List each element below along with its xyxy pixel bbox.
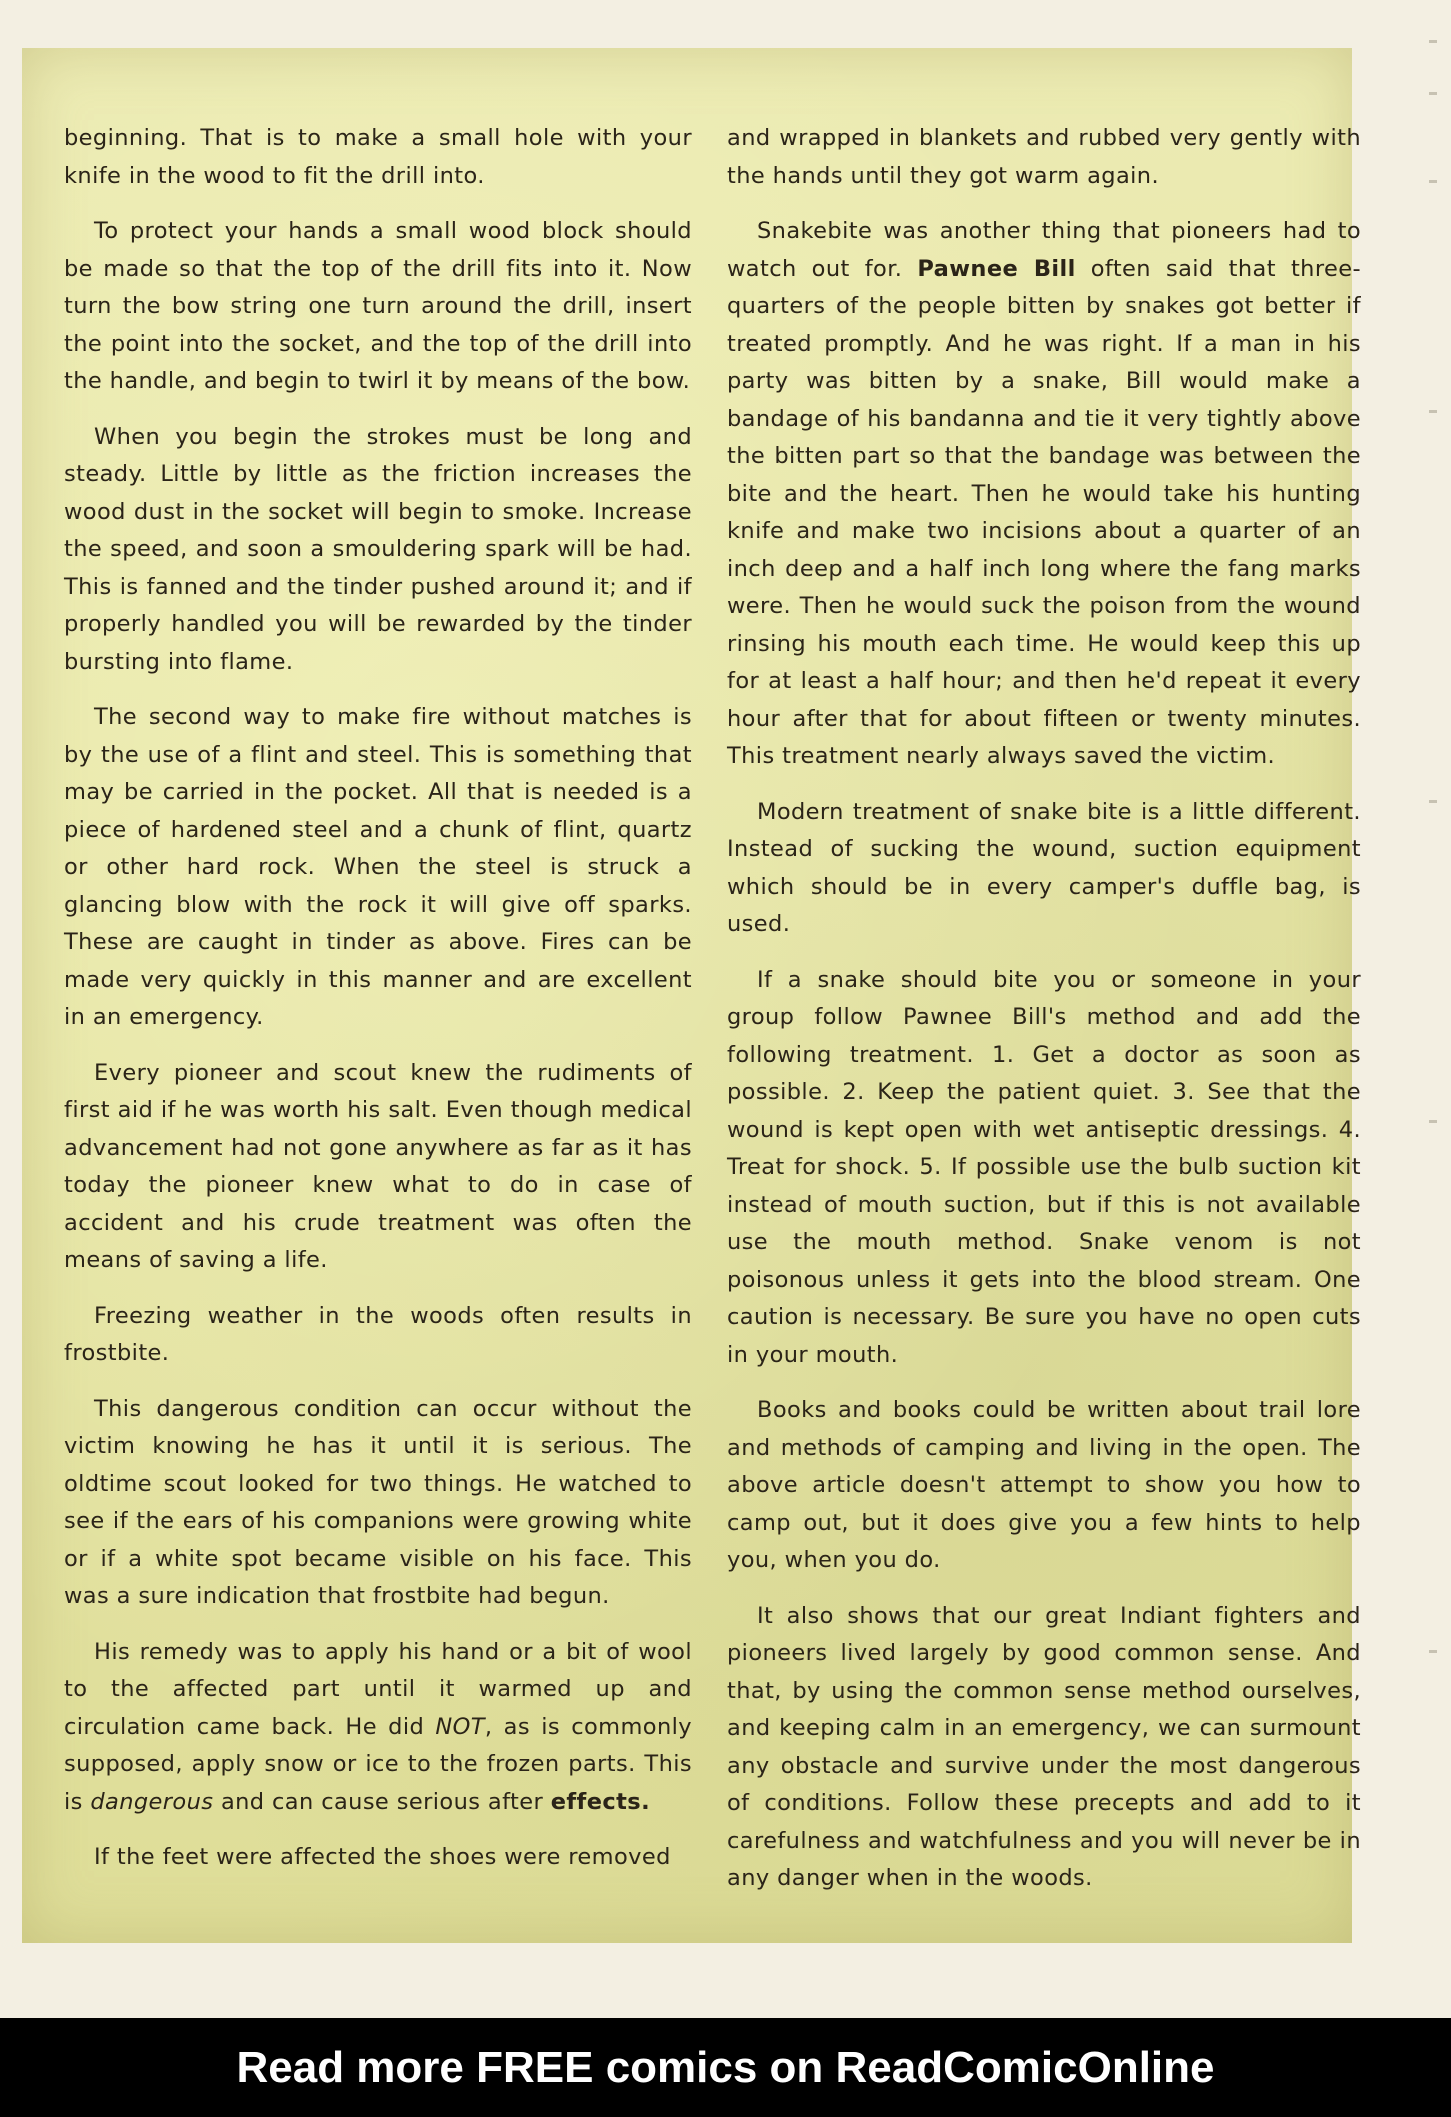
text-span: often said that three-quarters of the people bitten by snakes got better if treated promptly. And he was right. If a man in his party was bitten by a snake, Bill would make a bandage of his bandanna and tie it very tightly above the bitten part so that the bandage was between the bite and the heart. Then he would take his hunting knife and make two incisions about a quarter of an inch deep and a half inch long where the fang marks were. Then he would suck the poison from the wound rinsing his mouth each time. He would keep this up for at least a half hour; and then he'd repeat it every hour after that for about fifteen or twenty minutes. This treatment nearly always saved the victim. xyxy=(727,255,1361,769)
article-panel xyxy=(22,48,1361,1943)
right-paragraph-6: It also shows that our great Indiant fighters and pioneers lived largely by good common sense. And that, by using the common sense method ourselves, and keeping calm in an emergency, we can surmount any obstacle and survive under the most dangerous of conditions. Follow these precepts and add to it carefulness and watchfulness and you will never be in any danger when in the woods. xyxy=(727,1602,1361,1891)
emphasis-effects: effects. xyxy=(550,1788,651,1815)
footer-banner[interactable] xyxy=(0,2018,1451,2117)
left-paragraph-1: beginning. That is to make a small hole with your knife in the wood to fit the drill into. xyxy=(64,125,692,189)
right-paragraph-4: If a snake should bite you or someone in your group follow Pawnee Bill's method and add the following treatment. 1. Get a doctor as soon as possible. 2. Keep the patient quiet. 3. See that the wound is kept open with wet antiseptic dressings. 4. Treat for shock. 5. If possible use the bulb suction kit instead of mouth suction, but if this is not available use the mouth method. Snake venom is not poisonous unless it gets into the blood stream. One caution is necessary. Be sure you have no open cuts in your mouth. xyxy=(727,966,1361,1368)
page-edge-mark xyxy=(1429,1120,1437,1123)
page-edge-mark xyxy=(1429,92,1437,95)
right-paragraph-1: and wrapped in blankets and rubbed very gently with the hands until they got warm again. xyxy=(727,125,1361,189)
right-column xyxy=(727,120,1361,1916)
name-pawnee-bill: Pawnee Bill xyxy=(917,255,1076,282)
emphasis-dangerous: dangerous xyxy=(90,1788,214,1815)
text-span: Snakebite was another thing that pioneers had to watch out for. xyxy=(727,218,1361,282)
left-paragraph-5: Every pioneer and scout knew the rudiments of first aid if he was worth his salt. Even though medical advancement had not gone anywhere as far as it has today the pioneer knew what to do in case of accident and his crude treatment was often the means of saving a life. xyxy=(64,1059,692,1273)
page-edge-mark xyxy=(1429,40,1437,43)
text-span: His remedy was to apply his hand or a bit of wool to the affected part until it warmed up and circulation came back. He did xyxy=(64,1638,692,1740)
right-paragraph-3: Modern treatment of snake bite is a little different. Instead of sucking the wound, suction equipment which should be in every camper's duffle bag, is used. xyxy=(727,798,1361,937)
left-paragraph-2: To protect your hands a small wood block should be made so that the top of the drill fits into it. Now turn the bow string one turn around the drill, insert the point into the socket, and the top of the drill into the handle, and begin to twirl it by means of the bow. xyxy=(64,218,692,394)
left-paragraph-3: When you begin the strokes must be long and steady. Little by little as the friction increases the wood dust in the socket will begin to smoke. Increase the speed, and soon a smouldering spark will be had. This is fanned and the tinder pushed around it; and if properly handled you will be rewarded by the tinder bursting into flame. xyxy=(64,423,692,675)
page-edge-mark xyxy=(1429,410,1437,413)
left-paragraph-6: Freezing weather in the woods often results in frostbite. xyxy=(64,1302,692,1366)
page-edge-mark xyxy=(1429,180,1437,183)
footer-text[interactable]: Read more FREE comics on ReadComicOnline xyxy=(236,2042,1215,2092)
text-span: and can cause serious after xyxy=(213,1788,551,1815)
left-paragraph-4: The second way to make fire without matches is by the use of a flint and steel. This is something that may be carried in the pocket. All that is needed is a piece of hardened steel and a chunk of flint, quartz or other hard rock. When the steel is struck a glancing blow with the rock it will give off sparks. These are caught in tinder as above. Fires can be made very quickly in this manner and are excellent in an emergency. xyxy=(64,704,692,1030)
left-column xyxy=(64,120,692,1895)
left-paragraph-7: This dangerous condition can occur without the victim knowing he has it until it is serious. The oldtime scout looked for two things. He watched to see if the ears of his companions were growing white or if a white spot became visible on his face. This was a sure indication that frostbite had begun. xyxy=(64,1395,692,1609)
left-paragraph-9: If the feet were affected the shoes were removed xyxy=(94,1844,671,1870)
left-paragraph-8 xyxy=(64,1634,692,1822)
emphasis-not: NOT xyxy=(435,1713,485,1740)
right-paragraph-5: Books and books could be written about trail lore and methods of camping and living in the open. The above article doesn't attempt to show you how to camp out, but it does give you a few hints to help you, when you do. xyxy=(727,1397,1361,1573)
page-edge-mark xyxy=(1429,1650,1437,1653)
page-edge-mark xyxy=(1429,800,1437,803)
right-paragraph-2 xyxy=(727,213,1361,776)
text-span: , as is commonly supposed, apply snow or ice to the frozen parts. This is xyxy=(64,1713,692,1815)
